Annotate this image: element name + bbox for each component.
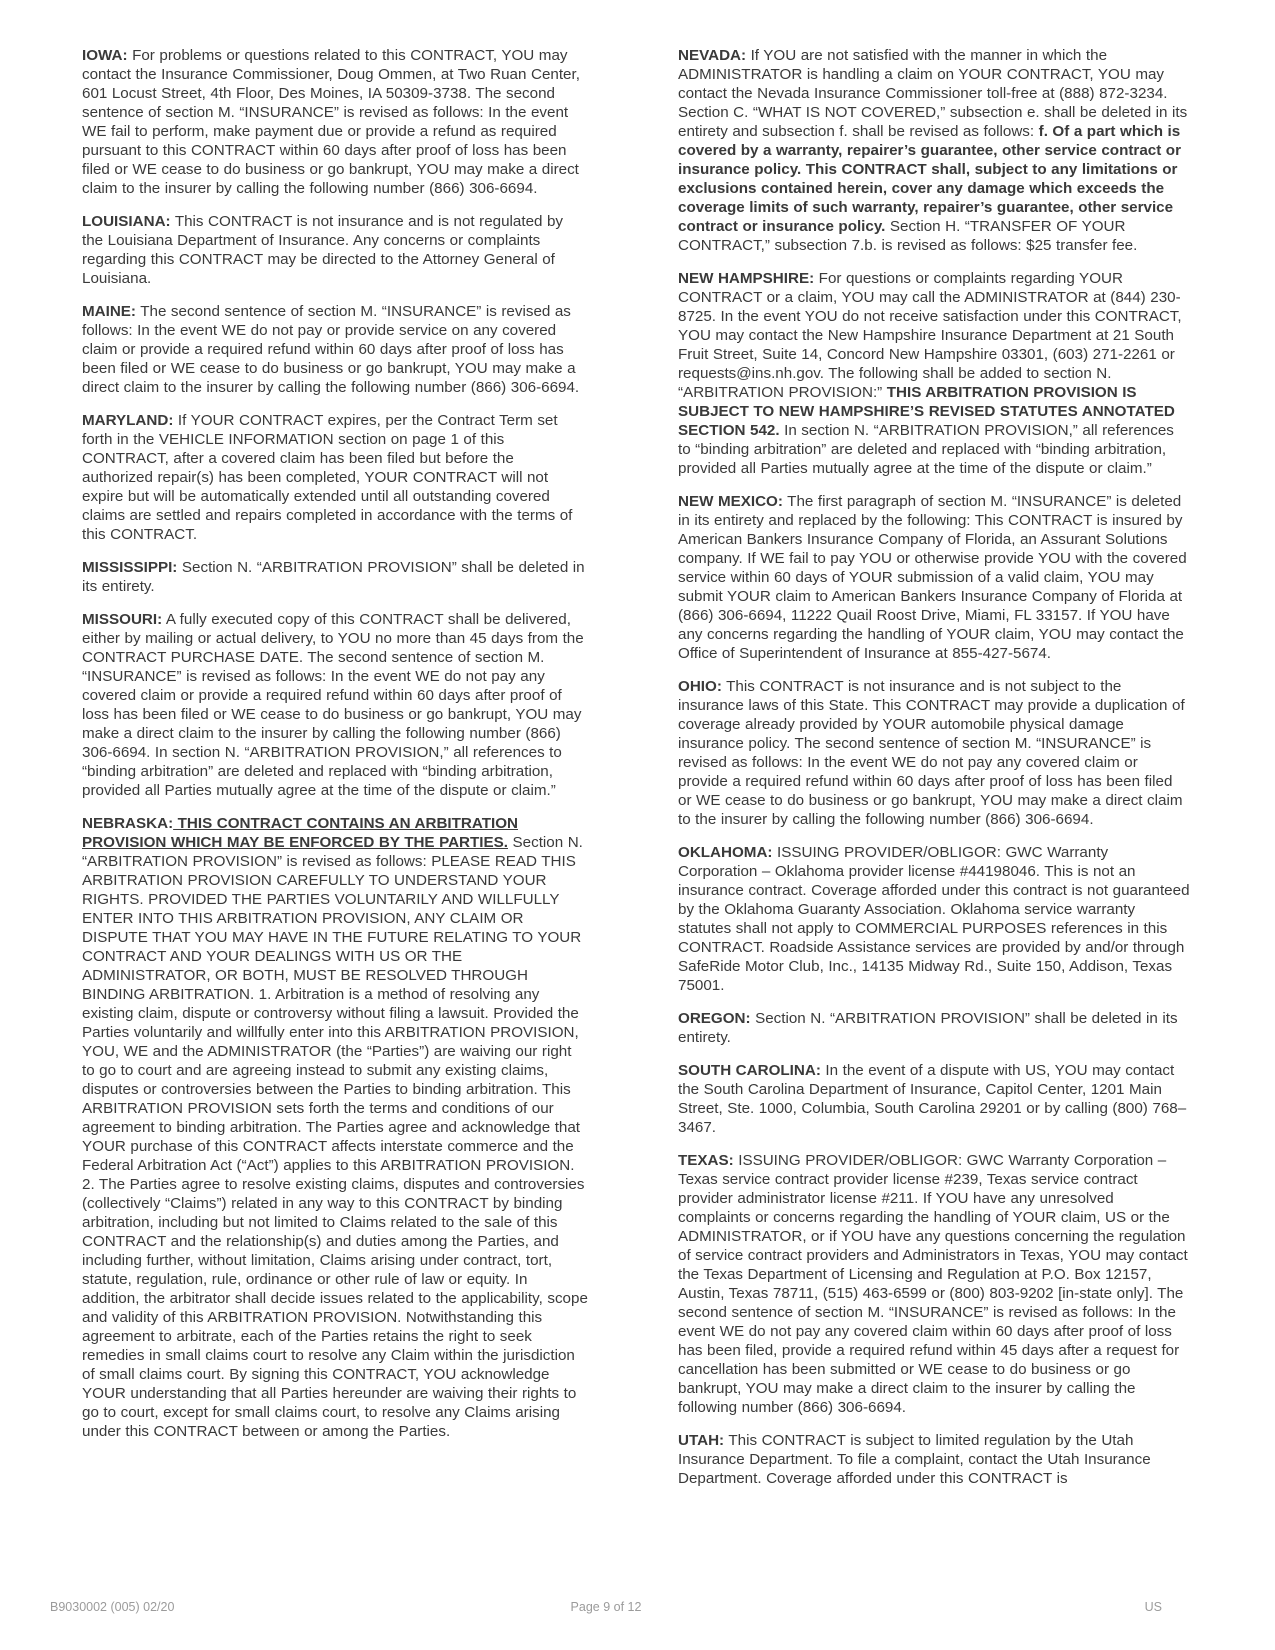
- section-text-run: In section N. “ARBITRATION PROVISION,” all references to “binding arbitration” are deleted and replaced with “binding arbitration, provided all Parties mutually agree at the time of the dispute or claim.”: [678, 422, 1174, 477]
- right-column: [678, 46, 1190, 1488]
- state-section-oregon: [678, 1009, 1190, 1047]
- footer-page-number: Page 9 of 12: [570, 1600, 642, 1614]
- state-label-maryland: MARYLAND:: [82, 412, 174, 429]
- section-text-run: If YOUR CONTRACT expires, per the Contract Term set forth in the VEHICLE INFORMATION section on page 1 of this CONTRACT, after a covered claim has been filed but before the authorized repair(s) has been completed, YOUR CONTRACT will not expire but will be automatically extended until all outstanding covered claims are settled and repairs completed in accordance with the terms of this CONTRACT.: [82, 412, 573, 543]
- state-label-new-mexico: NEW MEXICO:: [678, 493, 783, 510]
- state-label-mississippi: MISSISSIPPI:: [82, 559, 178, 576]
- section-text-run: A fully executed copy of this CONTRACT shall be delivered, either by mailing or actual delivery, to YOU no more than 45 days from the CONTRACT PURCHASE DATE. The second sentence of section M. “INSURANCE” is revised as follows: In the event WE do not pay any covered claim or provide a required refund within 60 days after proof of loss has been filed or WE cease to do business or go bankrupt, YOU may make a direct claim to the insurer by calling the following number (866) 306-6694. In section N. “ARBITRATION PROVISION,” all references to “binding arbitration” are deleted and replaced with “binding arbitration, provided all Parties mutually agree at the time of the dispute or claim.”: [82, 611, 584, 799]
- section-text-run: Section N. “ARBITRATION PROVISION” shall be deleted in its entirety.: [82, 559, 585, 595]
- state-section-missouri: [82, 610, 588, 800]
- state-section-oklahoma: [678, 843, 1190, 995]
- state-label-nebraska: NEBRASKA:: [82, 815, 174, 832]
- section-text-run: THIS ARBITRATION PROVISION IS SUBJECT TO NEW HAMPSHIRE’S REVISED STATUTES ANNOTATED SECTION 542.: [678, 384, 1175, 439]
- footer-doc-code: B9030002 (005) 02/20: [50, 1600, 175, 1614]
- section-text-run: This CONTRACT is not insurance and is not regulated by the Louisiana Department of Insurance. Any concerns or complaints regarding this CONTRACT may be directed to the Attorney General of Louisiana.: [82, 213, 564, 287]
- section-text-run: THIS CONTRACT CONTAINS AN ARBITRATION PROVISION WHICH MAY BE ENFORCED BY THE PARTIES.: [82, 815, 519, 851]
- state-label-nevada: NEVADA:: [678, 47, 747, 64]
- state-label-maine: MAINE:: [82, 303, 136, 320]
- section-text-run: Section N. “ARBITRATION PROVISION” shall be deleted in its entirety.: [678, 1010, 1178, 1046]
- state-label-new-hampshire: NEW HAMPSHIRE:: [678, 270, 815, 287]
- state-section-maine: [82, 302, 588, 397]
- state-section-utah: [678, 1431, 1190, 1488]
- section-text-run: ISSUING PROVIDER/OBLIGOR: GWC Warranty Corporation – Texas service contract provider license #239, Texas service contract provider administrator license #211. If YOU have any unresolved complaints or concerns regarding the handling of YOUR claim, US or the ADMINISTRATOR, or if YOU have any questions concerning the regulation of service contract providers and Administrators in Texas, YOU may contact the Texas Department of Licensing and Regulation at P.O. Box 12157, Austin, Texas 78711, (515) 463-6599 or (800) 803-9202 [in-state only]. The second sentence of section M. “INSURANCE” is revised as follows: In the event WE do not pay any covered claim within 60 days after proof of loss has been filed, provide a required refund within 45 days after a request for cancellation has been submitted or WE cease to do business or go bankrupt, YOU may make a direct claim to the insurer by calling the following number (866) 306-6694.: [678, 1152, 1188, 1416]
- state-section-nebraska: [82, 814, 588, 1441]
- state-label-louisiana: LOUISIANA:: [82, 213, 171, 230]
- state-section-south-carolina: [678, 1061, 1190, 1137]
- state-label-oregon: OREGON:: [678, 1010, 751, 1027]
- section-text-run: Section N. “ARBITRATION PROVISION” is revised as follows: PLEASE READ THIS ARBITRATION PROVISION CAREFULLY TO UNDERSTAND YOUR RIGHTS. PROVIDED THE PARTIES VOLUNTARILY AND WILLFULLY ENTER INTO THIS ARBITRATION PROVISION, ANY CLAIM OR DISPUTE THAT YOU MAY HAVE IN THE FUTURE RELATING TO YOUR CONTRACT AND YOUR DEALINGS WITH US OR THE ADMINISTRATOR, OR BOTH, MUST BE RESOLVED THROUGH BINDING ARBITRATION. 1. Arbitration is a method of resolving any existing claim, dispute or controversy without filing a lawsuit. Provided the Parties voluntarily and willfully enter into this ARBITRATION PROVISION, YOU, WE and the ADMINISTRATOR (the “Parties”) are waiving our right to go to court and are agreeing instead to submit any existing claims, disputes or controversies between the Parties to binding arbitration. This ARBITRATION PROVISION sets forth the terms and conditions of our agreement to binding arbitration. The Parties agree and acknowledge that YOUR purchase of this CONTRACT affects interstate commerce and the Federal Arbitration Act (“Act”) applies to this ARBITRATION PROVISION. 2. The Parties agree to resolve existing claims, disputes and controversies (collectively “Claims”) related in any way to this CONTRACT by binding arbitration, including but not limited to Claims related to the sale of this CONTRACT and the relationship(s) and duties among the Parties, and including further, without limitation, Claims arising under contract, tort, statute, regulation, rule, ordinance or other rule of law or equity. In addition, the arbitrator shall decide issues related to the applicability, scope and validity of this ARBITRATION PROVISION. Notwithstanding this agreement to arbitrate, each of the Parties retains the right to seek remedies in small claims court to resolve any Claim within the jurisdiction of small claims court. By signing this CONTRACT, YOU acknowledge YOUR understanding that all Parties hereunder are waiving their rights to go to court, except for small claims court, to resolve any Claims arising under this CONTRACT between or among the Parties.: [82, 834, 588, 1440]
- state-label-ohio: OHIO:: [678, 678, 722, 695]
- left-column: [82, 46, 588, 1441]
- section-text-run: This CONTRACT is subject to limited regulation by the Utah Insurance Department. To file a complaint, contact the Utah Insurance Department. Coverage afforded under this CONTRACT is: [678, 1432, 1151, 1487]
- state-label-south-carolina: SOUTH CAROLINA:: [678, 1062, 821, 1079]
- page-footer: [50, 1598, 1162, 1616]
- state-label-texas: TEXAS:: [678, 1152, 734, 1169]
- section-text-run: This CONTRACT is not insurance and is not subject to the insurance laws of this State. This CONTRACT may provide a duplication of coverage already provided by YOUR automobile physical damage insurance policy. The second sentence of section M. “INSURANCE” is revised as follows: In the event WE do not pay any covered claim or provide a required refund within 60 days after proof of loss has been filed or WE cease to do business or go bankrupt, YOU may make a direct claim to the insurer by calling the following number (866) 306-6694.: [678, 678, 1185, 828]
- state-section-mississippi: [82, 558, 588, 596]
- state-section-ohio: [678, 677, 1190, 829]
- state-section-new-mexico: [678, 492, 1190, 663]
- state-label-missouri: MISSOURI:: [82, 611, 163, 628]
- state-section-maryland: [82, 411, 588, 544]
- section-text-run: In the event of a dispute with US, YOU may contact the South Carolina Department of Insurance, Capitol Center, 1201 Main Street, Ste. 1000, Columbia, South Carolina 29201 or by calling (800) 768–3467.: [678, 1062, 1187, 1136]
- state-section-iowa: [82, 46, 588, 198]
- section-text-run: f. Of a part which is covered by a warranty, repairer’s guarantee, other service contract or insurance policy. This CONTRACT shall, subject to any limitations or exclusions contained herein, cover any damage which exceeds the coverage limits of such warranty, repairer’s guarantee, other service contract or insurance policy.: [678, 123, 1181, 235]
- section-text-run: The first paragraph of section M. “INSURANCE” is deleted in its entirety and replaced by the following: This CONTRACT is insured by American Bankers Insurance Company of Florida, an Assurant Solutions company. If WE fail to pay YOU or otherwise provide YOU with the covered service within 60 days of YOUR submission of a valid claim, YOU may submit YOUR claim to American Bankers Insurance Company of Florida at (866) 306-6694, 11222 Quail Roost Drive, Miami, FL 33157. If YOU have any concerns regarding the handling of YOUR claim, YOU may contact the Office of Superintendent of Insurance at 855-427-5674.: [678, 493, 1187, 662]
- state-section-louisiana: [82, 212, 588, 288]
- section-text-run: For questions or complaints regarding YOUR CONTRACT or a claim, YOU may call the ADMINISTRATOR at (844) 230-8725. In the event YOU do not receive satisfaction under this CONTRACT, YOU may contact the New Hampshire Insurance Department at 21 South Fruit Street, Suite 14, Concord New Hampshire 03301, (603) 271-2261 or requests@ins.nh.gov. The following shall be added to section N. “ARBITRATION PROVISION:”: [678, 270, 1182, 401]
- section-text-run: Section H. “TRANSFER OF YOUR CONTRACT,” subsection 7.b. is revised as follows: $25 transfer fee.: [678, 218, 1138, 254]
- state-label-iowa: IOWA:: [82, 47, 128, 64]
- section-text-run: The second sentence of section M. “INSURANCE” is revised as follows: In the event WE do not pay or provide service on any covered claim or provide a required refund within 60 days after proof of loss has been filed or WE cease to do business or go bankrupt, YOU may make a direct claim to the insurer by calling the following number (866) 306-6694.: [82, 303, 580, 396]
- state-section-nevada: [678, 46, 1190, 255]
- section-text-run: ISSUING PROVIDER/OBLIGOR: GWC Warranty Corporation – Oklahoma provider license #44198046. This is not an insurance contract. Coverage afforded under this contract is not guaranteed by the Oklahoma Guaranty Association. Oklahoma service warranty statutes shall not apply to COMMERCIAL PURPOSES references in this CONTRACT. Roadside Assistance services are provided by and/or through SafeRide Motor Club, Inc., 14135 Midway Rd., Suite 150, Addison, Texas 75001.: [678, 844, 1190, 994]
- state-section-texas: [678, 1151, 1190, 1417]
- state-section-new-hampshire: [678, 269, 1190, 478]
- section-text-run: For problems or questions related to this CONTRACT, YOU may contact the Insurance Commissioner, Doug Ommen, at Two Ruan Center, 601 Locust Street, 4th Floor, Des Moines, IA 50309-3738. The second sentence of section M. “INSURANCE” is revised as follows: In the event WE fail to perform, make payment due or provide a refund as required pursuant to this CONTRACT within 60 days after proof of loss has been filed or WE cease to do business or go bankrupt, YOU may make a direct claim to the insurer by calling the following number (866) 306-6694.: [82, 47, 580, 197]
- section-text-run: If YOU are not satisfied with the manner in which the ADMINISTRATOR is handling a claim on YOUR CONTRACT, YOU may contact the Nevada Insurance Commissioner toll-free at (888) 872-3234. Section C. “WHAT IS NOT COVERED,” subsection e. shall be deleted in its entirety and subsection f. shall be revised as follows:: [678, 47, 1188, 140]
- footer-region-code: US: [1144, 1600, 1162, 1614]
- state-label-utah: UTAH:: [678, 1432, 725, 1449]
- state-label-oklahoma: OKLAHOMA:: [678, 844, 773, 861]
